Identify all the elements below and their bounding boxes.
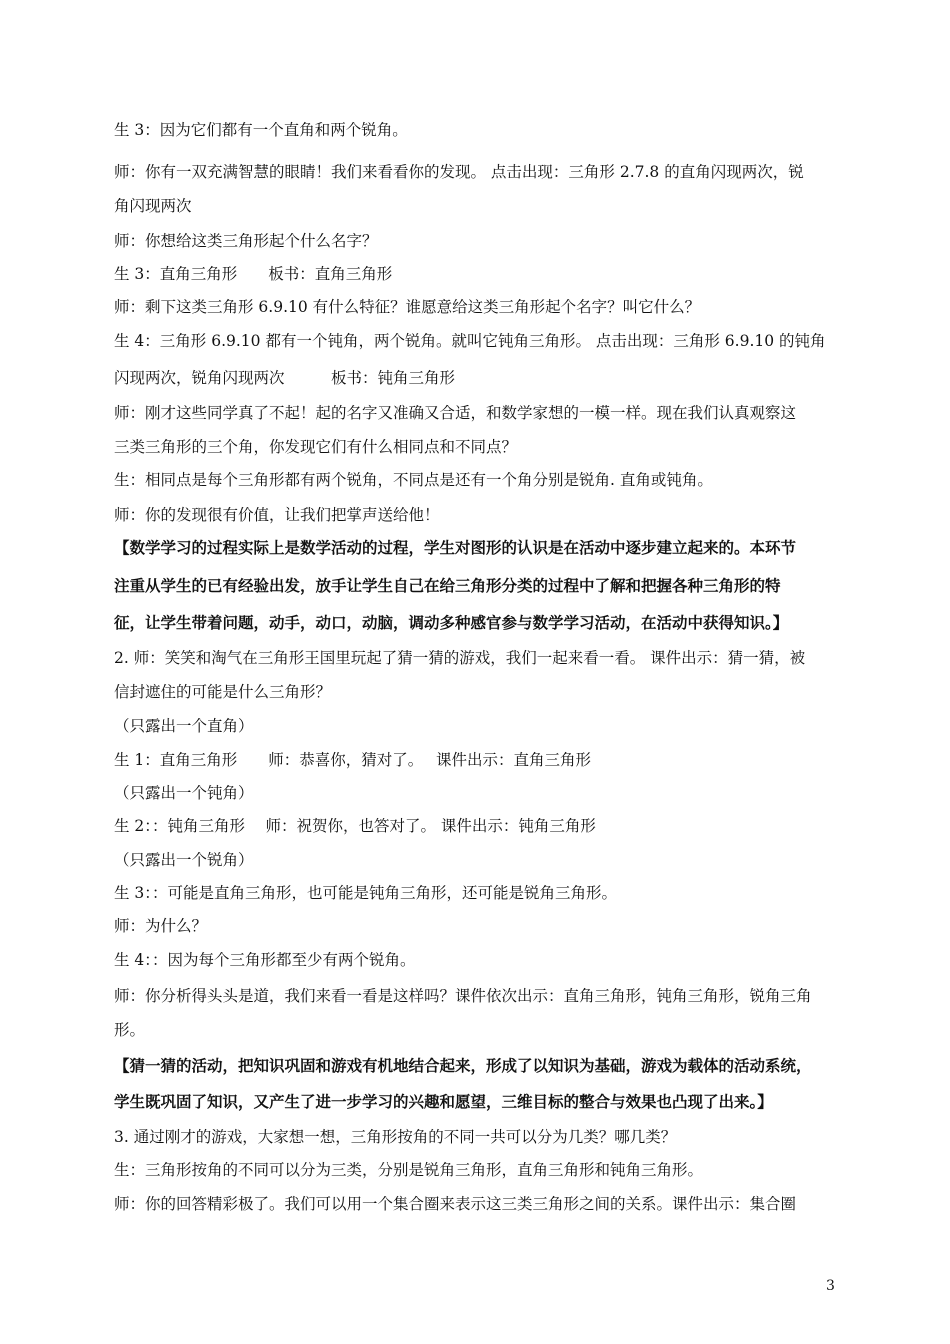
text-line: 生 1：直角三角形 师：恭喜你，猜对了。 课件出示：直角三角形 xyxy=(114,751,591,769)
text-line: （只露出一个锐角） xyxy=(114,851,254,869)
page-number: 3 xyxy=(826,1278,835,1294)
text-line: 3. 通过刚才的游戏，大家想一想，三角形按角的不同一共可以分为几类？哪几类？ xyxy=(114,1128,677,1146)
text-line: 三类三角形的三个角，你发现它们有什么相同点和不同点？ xyxy=(114,438,518,456)
text-line: 师：刚才这些同学真了不起！起的名字又准确又合适，和数学家想的一模一样。现在我们认真观察这 xyxy=(114,404,797,422)
text-line: 2. 师：笑笑和淘气在三角形王国里玩起了猜一猜的游戏，我们一起来看一看。 课件出示：猜一猜，被 xyxy=(114,649,806,667)
text-line: 生 4：三角形 6.9.10 都有一个钝角，两个锐角。就叫它钝角三角形。 点击出现：三角形 6.9.10 的钝角 xyxy=(114,332,826,350)
commentary-line: 学生既巩固了知识，又产生了进一步学习的兴趣和愿望，三维目标的整合与效果也凸现了出来。】 xyxy=(114,1092,773,1111)
text-line: 师：为什么？ xyxy=(114,917,208,935)
text-line: （只露出一个直角） xyxy=(114,717,254,735)
text-line: 生：三角形按角的不同可以分为三类，分别是锐角三角形，直角三角形和钝角三角形。 xyxy=(114,1161,704,1179)
commentary-line: 注重从学生的已有经验出发，放手让学生自己在给三角形分类的过程中了解和把握各种三角形的特 xyxy=(114,576,781,595)
commentary-line: 【猜一猜的活动，把知识巩固和游戏有机地结合起来，形成了以知识为基础，游戏为载体的活动系统， xyxy=(114,1056,812,1075)
commentary-line: 【数学学习的过程实际上是数学活动的过程，学生对图形的认识是在活动中逐步建立起来的。本环节 xyxy=(114,538,797,557)
text-line: 师：剩下这类三角形 6.9.10 有什么特征？谁愿意给这类三角形起个名字？叫它什么？ xyxy=(114,298,701,316)
commentary-line: 征，让学生带着问题，动手，动口，动脑，调动多种感官参与数学学习活动，在活动中获得知识。】 xyxy=(114,613,789,632)
text-line: 生 3：因为它们都有一个直角和两个锐角。 xyxy=(114,121,408,139)
text-line: 师：你有一双充满智慧的眼睛！我们来看看你的发现。 点击出现：三角形 2.7.8 的直角闪现两次，锐 xyxy=(114,163,804,181)
text-line: 闪现两次，锐角闪现两次 板书：钝角三角形 xyxy=(114,369,456,387)
text-line: 生 3：直角三角形 板书：直角三角形 xyxy=(114,265,393,283)
text-line: 角闪现两次 xyxy=(114,197,192,215)
text-line: 信封遮住的可能是什么三角形？ xyxy=(114,683,332,701)
text-line: 师：你想给这类三角形起个什么名字？ xyxy=(114,232,378,250)
text-line: 师：你分析得头头是道，我们来看一看是这样吗？课件依次出示：直角三角形，钝角三角形，锐角三角 xyxy=(114,987,812,1005)
text-line: 形。 xyxy=(114,1021,146,1039)
text-line: 师：你的发现很有价值，让我们把掌声送给他！ xyxy=(114,506,440,524)
text-line: 生 3：：可能是直角三角形，也可能是钝角三角形，还可能是锐角三角形。 xyxy=(114,884,618,902)
text-line: 生 2：：钝角三角形 师：祝贺你，也答对了。 课件出示：钝角三角形 xyxy=(114,817,596,835)
text-line: （只露出一个钝角） xyxy=(114,784,254,802)
text-line: 师：你的回答精彩极了。我们可以用一个集合圈来表示这三类三角形之间的关系。课件出示：集合圈 xyxy=(114,1195,797,1213)
text-line: 生：相同点是每个三角形都有两个锐角，不同点是还有一个角分别是锐角. 直角或钝角。 xyxy=(114,471,713,489)
text-line: 生 4：：因为每个三角形都至少有两个锐角。 xyxy=(114,951,416,969)
